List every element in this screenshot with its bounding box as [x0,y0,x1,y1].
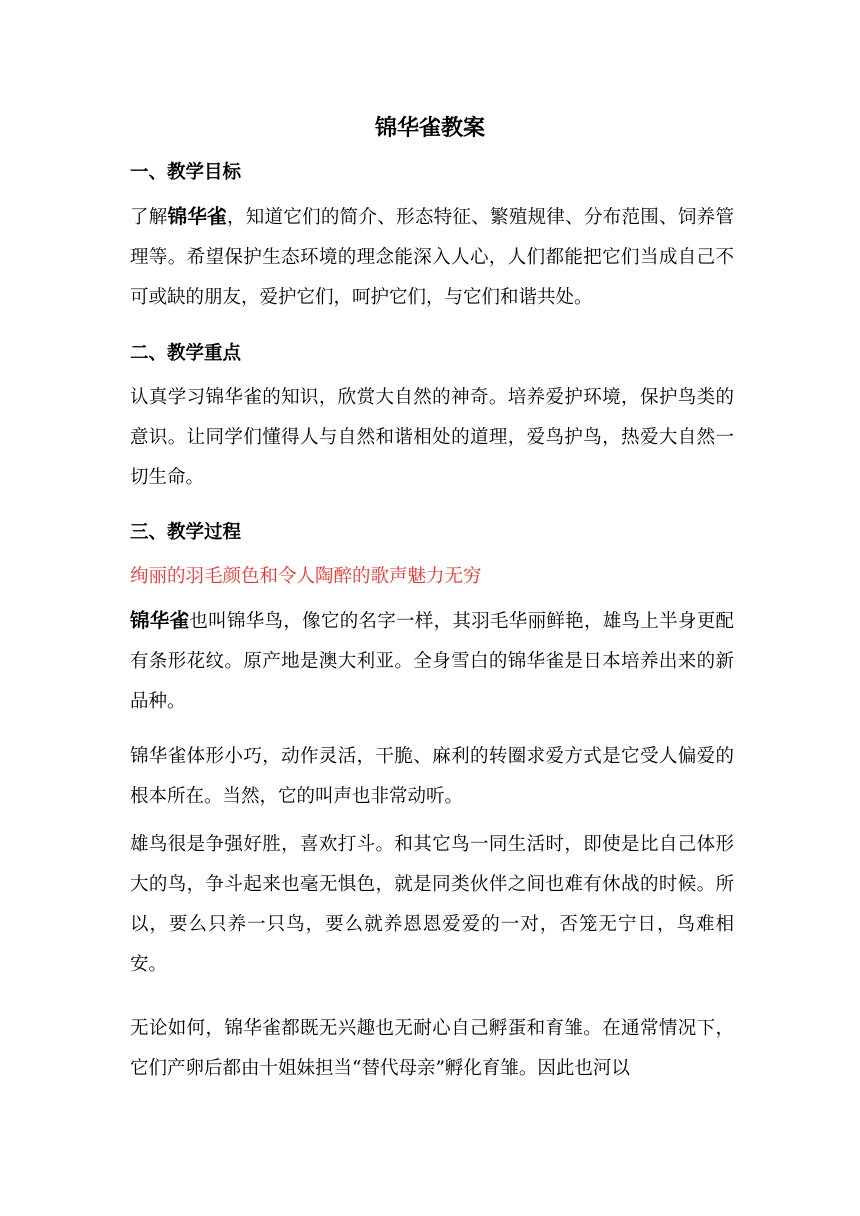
paragraph-text: 也叫锦华鸟，像它的名字一样，其羽毛华丽鲜艳，雄鸟上半身更配有条形花纹。原产地是澳大利亚。全身雪白的锦华雀是日本培养出来的新品种。 [130,611,734,712]
paragraph-intro [130,601,734,722]
paragraph-breeding: 无论如何，锦华雀都既无兴趣也无耐心自己孵蛋和育雏。在通常情况下，它们产卵后都由十姐妹担当“替代母亲”孵化育雏。因此也河以 [130,1018,734,1079]
paragraph-appearance: 锦华雀体形小巧，动作灵活，干脆、麻利的转圈求爱方式是它受人偏爱的根本所在。当然，它的叫声也非常动听。 [130,746,734,807]
paragraph-key-points: 认真学习锦华雀的知识，欣赏大自然的神奇。培养爱护环境，保护鸟类的意识。让同学们懂得人与自然和谐相处的道理，爱鸟护鸟，热爱大自然一切生命。 [130,387,734,488]
section-heading-teaching-goals: 一、教学目标 [130,162,242,183]
section-heading-key-points: 二、教学重点 [130,343,242,364]
document-title: 锦华雀教案 [374,116,485,141]
bold-term: 锦华雀 [130,609,190,632]
bold-term: 锦华雀 [167,205,227,228]
paragraph-behavior: 雄鸟很是争强好胜，喜欢打斗。和其它鸟一同生活时，即使是比自己体形大的鸟，争斗起来也毫无惧色，就是同类伙伴之间也难有休战的时候。所以，要么只养一只鸟，要么就养恩恩爱爱的一对，否笼无宁日，鸟难相安。 [130,834,734,975]
paragraph-prefix: 了解 [130,207,168,228]
paragraph-teaching-goals [130,197,734,318]
red-subtitle: 绚丽的羽毛颜色和令人陶醉的歌声魅力无穷 [130,566,482,587]
section-heading-teaching-process: 三、教学过程 [130,522,242,543]
paragraph-text: ，知道它们的简介、形态特征、繁殖规律、分布范围、饲养管理等。希望保护生态环境的理念能深入人心，人们都能把它们当成自己不可或缺的朋友，爱护它们，呵护它们，与它们和谐共处。 [130,207,734,308]
